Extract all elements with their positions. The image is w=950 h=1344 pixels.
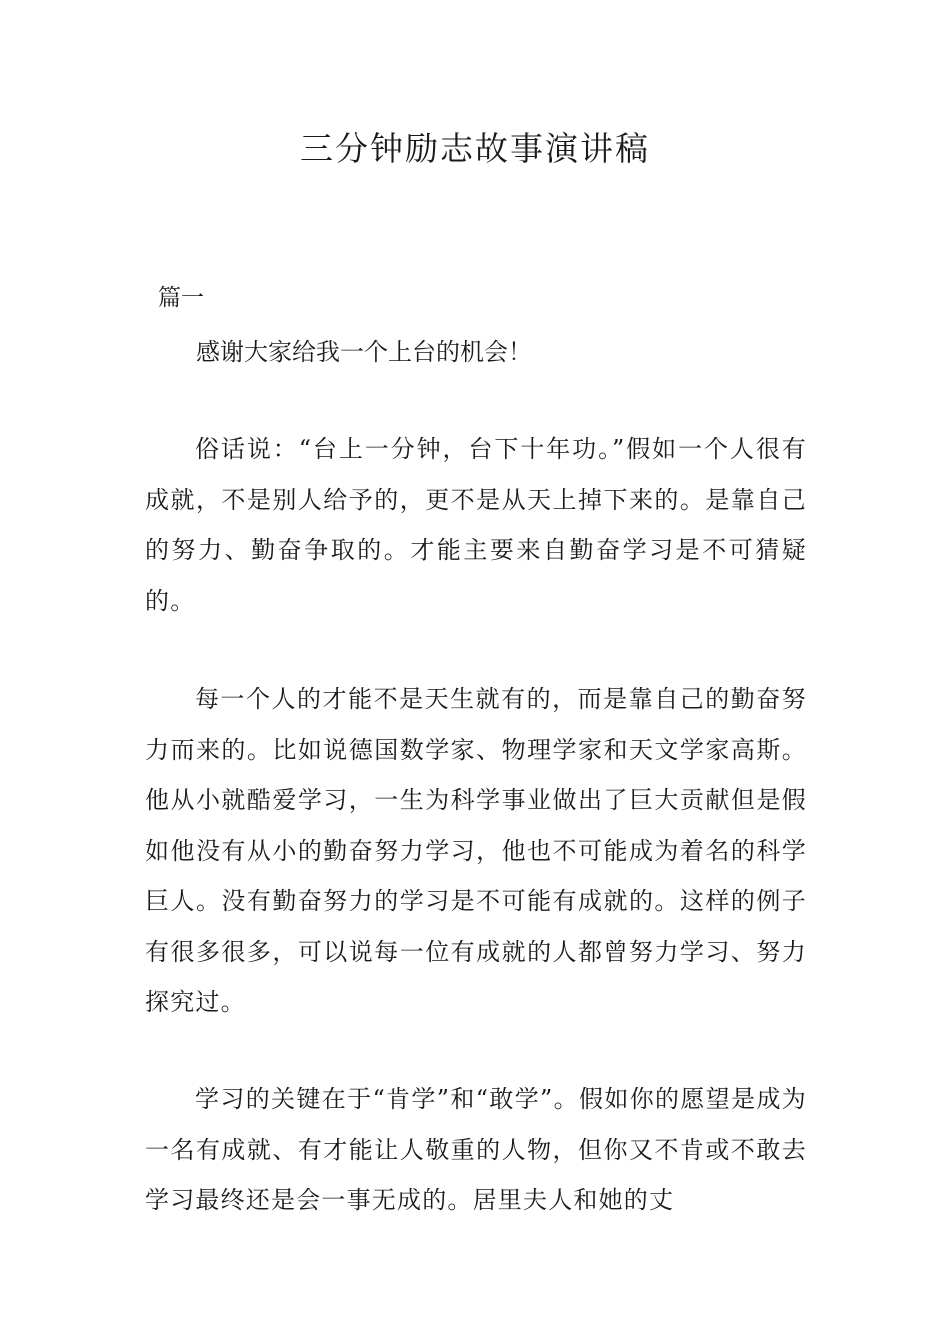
greeting-line: 感谢大家给我一个上台的机会！ xyxy=(196,338,532,366)
body-paragraph: 俗话说：“台上一分钟，台下十年功。”假如一个人很有成就，不是别人给予的，更不是从天上掉下来的。是靠自己的努力、勤奋争取的。才能主要来自勤奋学习是不可猜疑的。 xyxy=(145,435,807,615)
section-label: 篇一 xyxy=(158,285,204,311)
page-title: 三分钟励志故事演讲稿 xyxy=(300,129,650,168)
body-paragraph: 每一个人的才能不是天生就有的，而是靠自己的勤奋努力而来的。比如说德国数学家、物理学家和天文学家高斯。他从小就酷爱学习，一生为科学事业做出了巨大贡献但是假如他没有从小的勤奋努力学习，他也不可能成为着名的科学巨人。没有勤奋努力的学习是不可能有成就的。这样的例子有很多很多，可以说每一位有成就的人都曾努力学习、努力探究过。 xyxy=(145,685,807,1016)
body-paragraph: 学习的关键在于“肯学”和“敢学”。假如你的愿望是成为一名有成就、有才能让人敬重的人物，但你又不肯或不敢去学习最终还是会一事无成的。居里夫人和她的丈 xyxy=(145,1085,807,1214)
